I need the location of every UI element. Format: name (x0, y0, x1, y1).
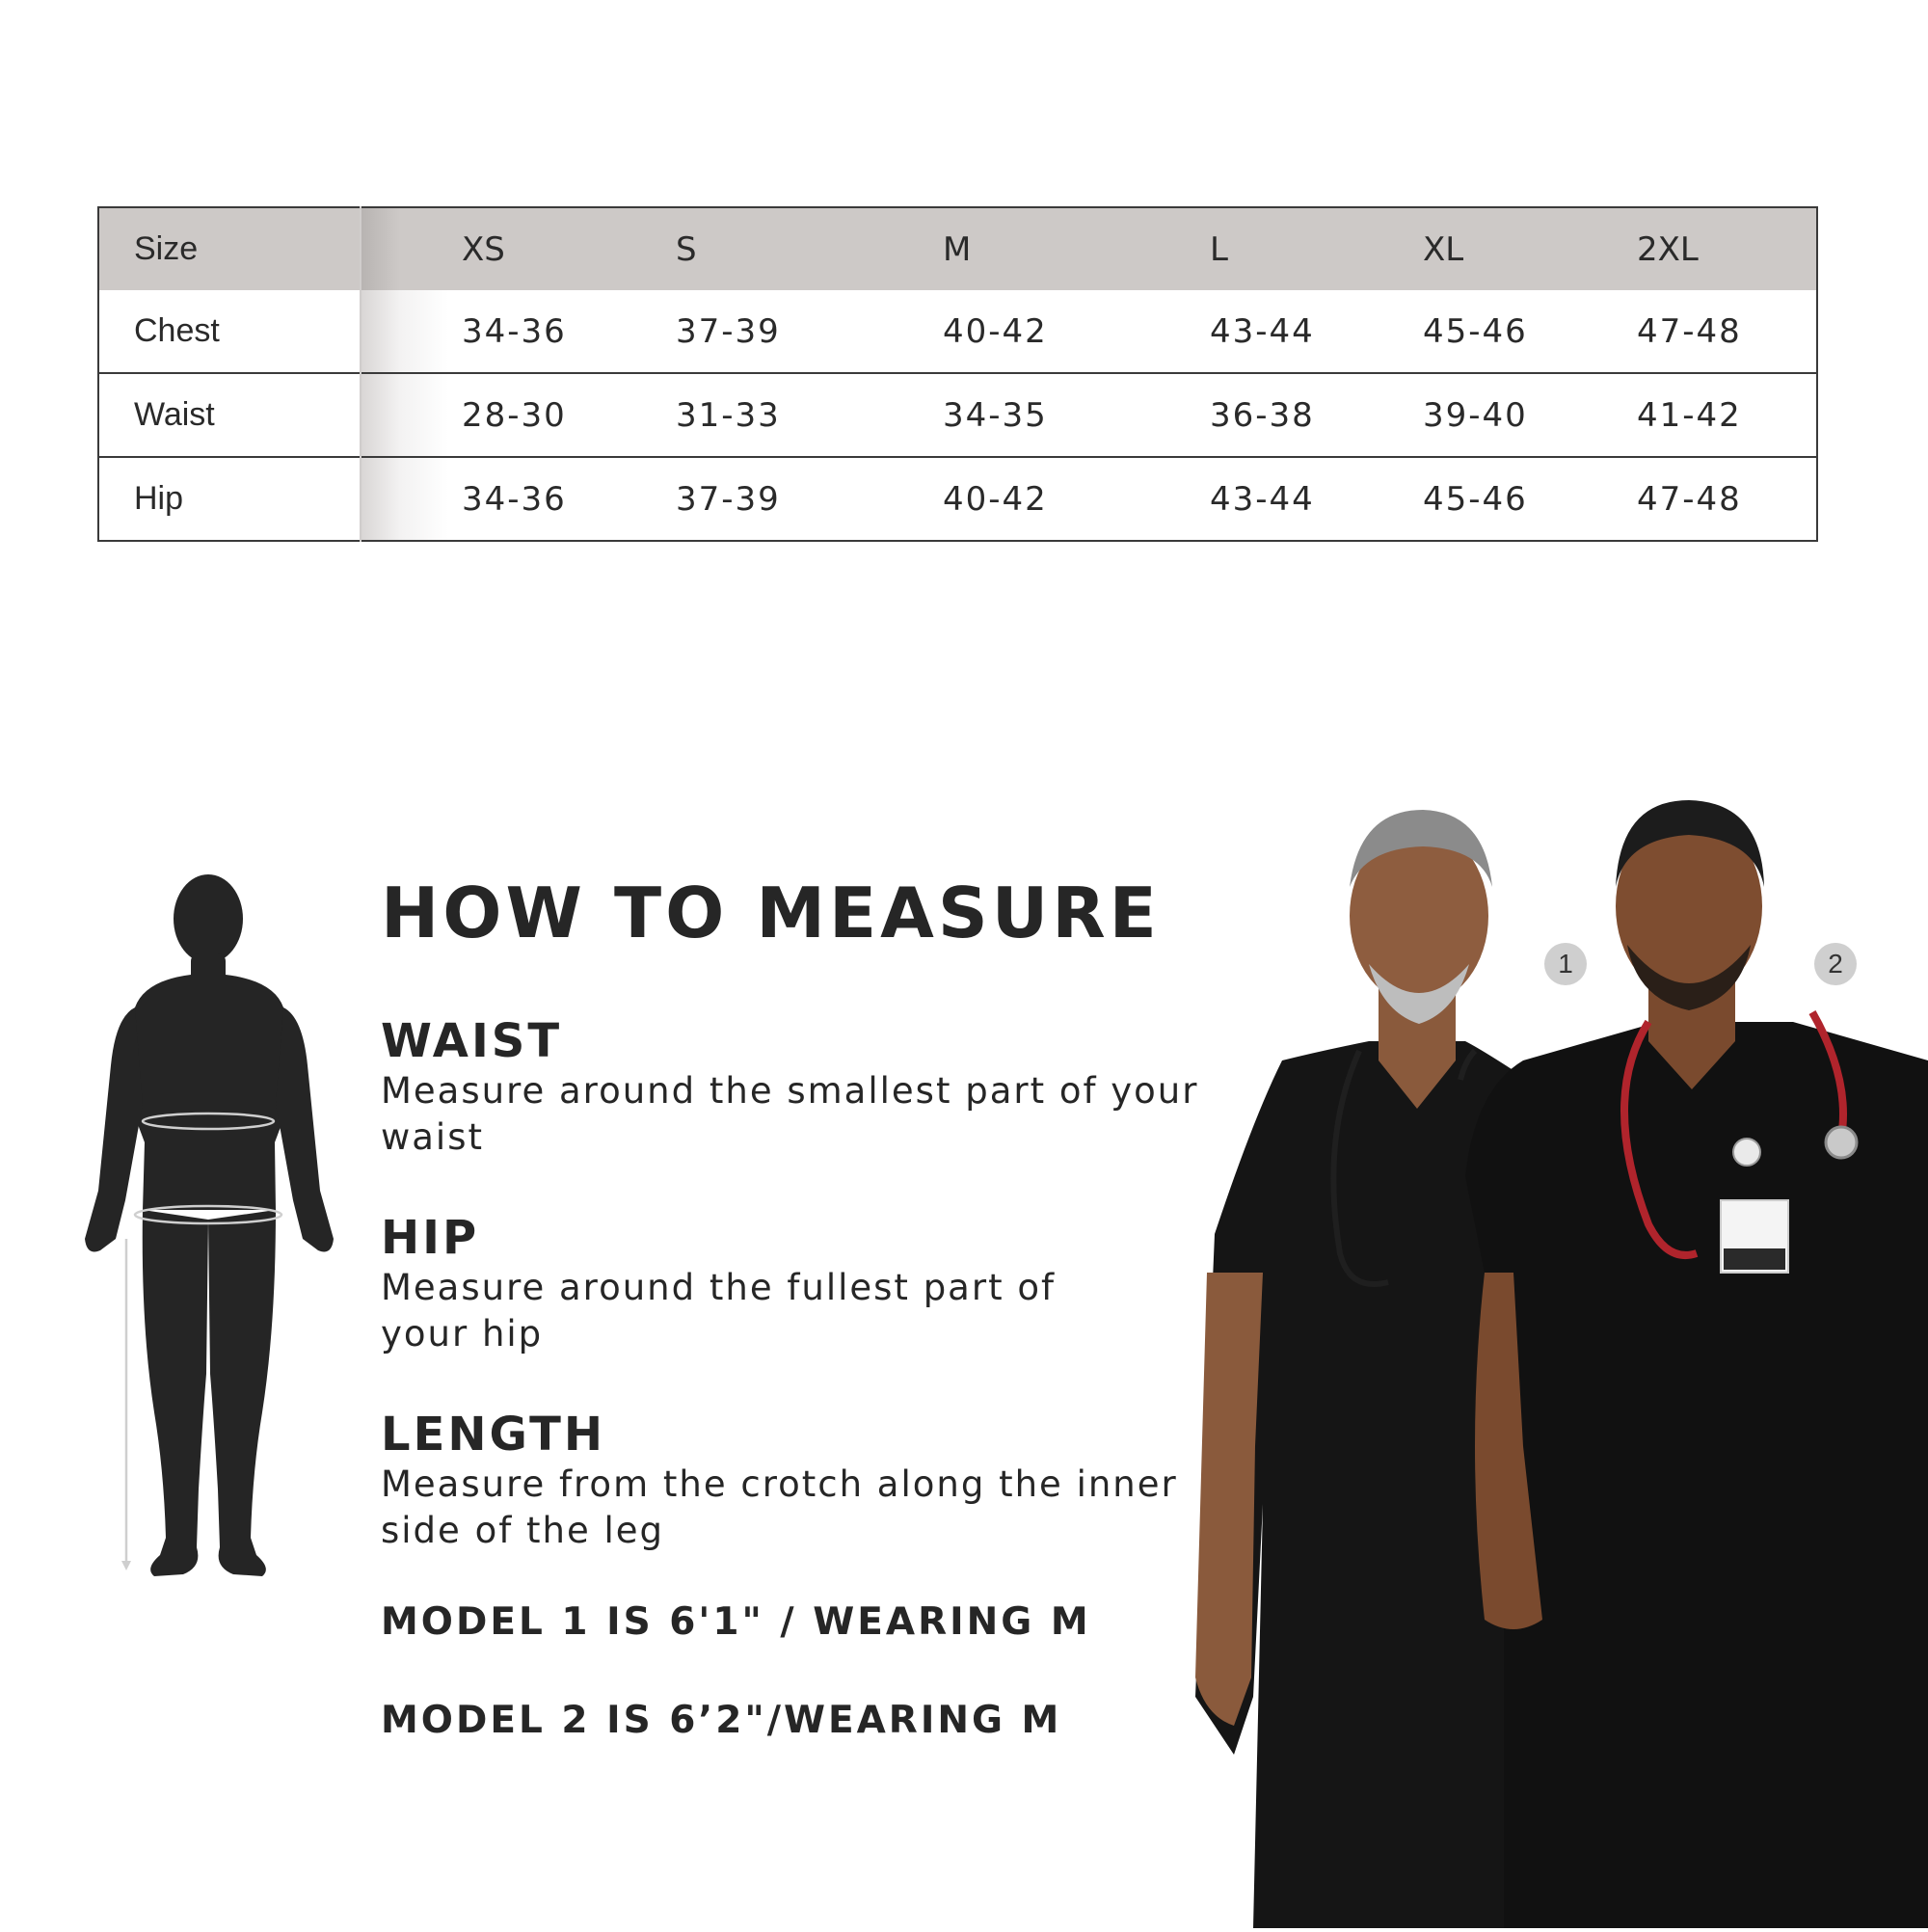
table-cell: 31-33 (676, 373, 943, 457)
size-header-cell: XS (462, 207, 676, 290)
size-header-cell: M (943, 207, 1210, 290)
model-2-badge: 2 (1814, 943, 1857, 985)
row-label: Waist (98, 373, 361, 457)
length-section (381, 1408, 1248, 1554)
section-text: Measure from the crotch along the inner side of the leg (381, 1463, 1178, 1551)
table-cell: 39-40 (1423, 373, 1637, 457)
table-cell: 40-42 (943, 311, 1048, 351)
model-1-badge: 1 (1544, 943, 1587, 985)
column-divider (361, 207, 462, 290)
table-cell: 45-46 (1423, 457, 1637, 541)
table-row (98, 457, 1817, 541)
table-cell: 37-39 (676, 457, 943, 541)
section-heading: WAIST (381, 1014, 563, 1068)
column-divider (361, 457, 462, 541)
section-text: Measure around the smallest part of your waist (381, 1070, 1199, 1158)
size-header-cell: 2XL (1637, 207, 1817, 290)
waist-section (381, 1014, 1248, 1161)
size-header-cell: L (1210, 207, 1423, 290)
table-row (98, 373, 1817, 457)
table-cell: 47-48 (1637, 457, 1817, 541)
hip-section (381, 1211, 1248, 1357)
section-heading: LENGTH (381, 1408, 606, 1462)
size-header-row (98, 207, 1817, 290)
body-silhouette-icon (77, 872, 347, 1586)
model-1-info: MODEL 1 IS 6'1" / WEARING M (381, 1600, 1091, 1644)
model-2 (1465, 800, 1928, 1928)
table-cell: 43-44 (1210, 457, 1423, 541)
table-cell: 34-36 (462, 311, 567, 351)
size-header-cell: S (676, 207, 943, 290)
row-label: Hip (98, 457, 361, 541)
table-cell: 47-48 (1637, 311, 1742, 351)
how-to-measure-title: HOW TO MEASURE (381, 872, 1161, 953)
models-photo (1195, 771, 1928, 1928)
size-chart-table (97, 206, 1818, 542)
table-cell: 34-35 (943, 373, 1210, 457)
model-2-info: MODEL 2 IS 6’2"/WEARING M (381, 1699, 1062, 1742)
table-cell: 34-36 (462, 457, 676, 541)
table-row (98, 290, 1817, 373)
section-heading: HIP (381, 1211, 480, 1265)
table-cell: 37-39 (676, 311, 781, 351)
section-text: Measure around the fullest part of your hip (381, 1267, 1056, 1355)
row-label: Chest (134, 312, 220, 349)
size-header-cell: XL (1423, 207, 1637, 290)
row-label: Size (98, 207, 361, 290)
table-cell: 28-30 (462, 373, 676, 457)
table-cell: 43-44 (1210, 311, 1315, 351)
table-cell: 36-38 (1210, 373, 1423, 457)
table-cell: 41-42 (1637, 373, 1817, 457)
table-cell: 40-42 (943, 457, 1210, 541)
column-divider (361, 290, 462, 373)
column-divider (361, 373, 462, 457)
table-cell: 45-46 (1423, 311, 1528, 351)
